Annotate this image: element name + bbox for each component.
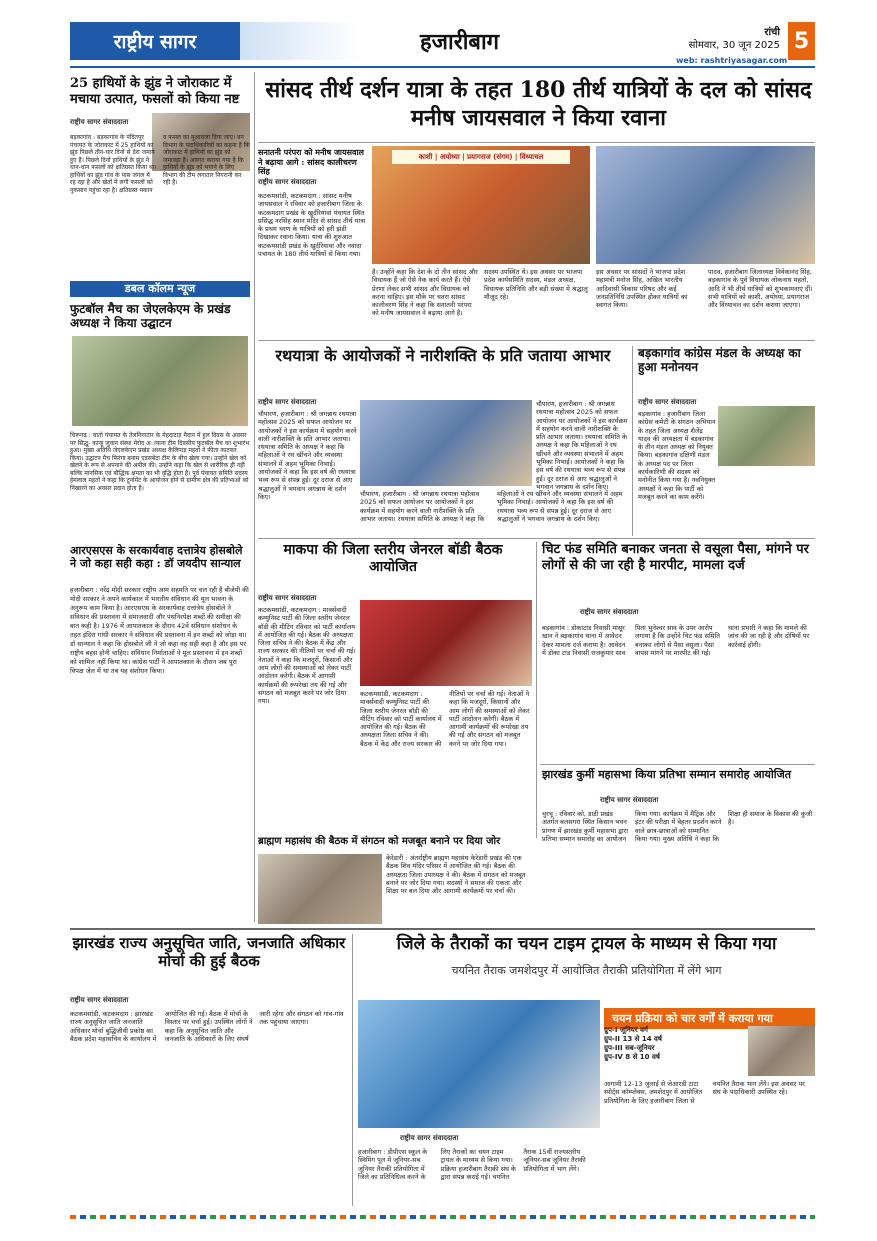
article-rath-body: चौपारण, हजारीबाग : श्री जगन्नाथ रथयात्रा महोत्सव 2025 को सफल आयोजन पर आयोजकों ने इस कार्यक्रम में सहयोग करने वाली नारीशक्ति के प्रति आभार जताया। रथयात्रा समिति के अध्यक्ष ने कहा कि महिलाओं ने रथ खींचने और व्यवस्था संभालने में अहम भूमिका निभाई। आयोजकों ने कहा कि इस वर्ष की रथयात्रा भव्य रूप से संपन्न हुई। दूर दराज से आए श्रद्धालुओं ने भगवान जगन्नाथ के दर्शन किए। bbox=[258, 410, 357, 501]
article-cpi-title: माकपा की जिला स्तरीय जेनरल बॉडी बैठक आयोजित bbox=[283, 542, 503, 575]
swim-groups bbox=[604, 1026, 744, 1062]
kurmi-rule bbox=[540, 764, 815, 765]
lead-bottom-rule bbox=[258, 340, 815, 341]
city: रांची bbox=[764, 27, 780, 38]
article-swim-photo bbox=[358, 1000, 600, 1128]
article-rath-body-3: चौपारण, हजारीबाग : श्री जगन्नाथ रथयात्रा महोत्सव 2025 को सफल आयोजन पर आयोजकों ने इस कार्यक्रम में सहयोग करने वाली नारीशक्ति के प्रति आभार जताया। रथयात्रा समिति के अध्यक्ष ने कहा कि महिलाओं ने रथ खींचने और व्यवस्था संभालने में अहम भूमिका निभाई। आयोजकों ने कहा कि इस वर्ष की रथयात्रा भव्य रूप से संपन्न हुई। दूर दराज से आए श्रद्धालुओं ने भगवान जगन्नाथ के दर्शन किए। bbox=[536, 400, 628, 491]
dateline bbox=[680, 26, 780, 52]
lead-photo-banner: काशी | अयोध्या | प्रयागराज (संगम) | विंध्याचल bbox=[392, 150, 570, 164]
article-kurmi-body: चुरचू : रविवार को, डाडी प्रखंड अंतर्गत बलसगरा स्थित किसान भवन प्रांगण में झारखंड कुर्मी महासभा द्वारा प्रतिभा सम्मान समारोह का आयोजन किया गया। कार्यक्रम में मैट्रिक और इंटर की परीक्षा में बेहतर प्रदर्शन करने वाले छात्र-छात्राओं को सम्मानित किया गया। मुख्य अतिथि ने कहा कि शिक्षा ही समाज के विकास की कुंजी है। bbox=[542, 810, 813, 843]
article-chit-body: बड़कागांव : डोकाटांड निवासी मांसूर खान ने बड़कागांव थाना में आवेदन देकर मामला दर्ज कराया है। आवेदन में डोका टांड निवासी राजकुमार साव पिता भुनेश्वर साव के उपर आरोप लगाया है कि उन्होंने चिट फंड समिति बनाकर लोगों से पैसा वसूला। पैसा वापस मांगने पर मारपीट की गई। थाना प्रभारी ने कहा कि मामले की जांच की जा रही है और दोषियों पर कार्रवाई होगी। bbox=[542, 624, 810, 657]
page-number: 5 bbox=[788, 22, 815, 60]
lead-body-1: कटकमसांडी, कटकमदाग : सांसद मनीष जायसवाल ने रविवार को हजारीबाग जिला के कटकमदाग प्रखंड के खुर्दरियावां पंचायत स्थित प्रसिद्ध नरसिंह स्थान मंदिर से सांसद तीर्थ यात्रा के प्रथम चरण के यात्रियों को हरी झंडी दिखाकर रवाना किया। यात्रा की शुरुआत कटकमसांडी प्रखंड के खुर्दरियावां और नवादा पंचायत के 180 तीर्थ यात्रियों से किया गया। bbox=[258, 192, 366, 259]
article-congress-title: बड़कागांव कांग्रेस मंडल के अध्यक्ष का हुआ मनोनयन bbox=[638, 346, 801, 375]
article-brahmin-photo bbox=[258, 854, 382, 924]
article-rath-byline: राष्ट्रीय सागर संवाददाता bbox=[258, 398, 317, 406]
column-divider-2 bbox=[632, 346, 633, 536]
article-rath-body-2: चौपारण, हजारीबाग : श्री जगन्नाथ रथयात्रा महोत्सव 2025 को सफल आयोजन पर आयोजकों ने इस कार्यक्रम में सहयोग करने वाली नारीशक्ति के प्रति आभार जताया। रथयात्रा समिति के अध्यक्ष ने कहा कि महिलाओं ने रथ खींचने और व्यवस्था संभालने में अहम भूमिका निभाई। आयोजकों ने कहा कि इस वर्ष की रथयात्रा भव्य रूप से संपन्न हुई। दूर दराज से आए श्रद्धालुओं ने भगवान जगन्नाथ के दर्शन किए। bbox=[360, 490, 623, 523]
article-chit-title: चिट फंड समिति बनाकर जनता से वसूला पैसा, मांगने पर लोगों से की जा रही है मारपीट, मामला दर्ज bbox=[542, 542, 809, 573]
article-brahmin-body: केरेडारी : अंतर्राष्ट्रीय ब्राह्मण महासंघ केरेडारी प्रखंड की एक बैठक शिव मंदिर परिसर में आयोजित की गई। बैठक की अध्यक्षता जिला उपाध्यक्ष ने की। बैठक में संगठन को मजबूत बनाने पर जोर दिया गया। सदस्यों ने समाज की एकता और शिक्षा पर बल दिया और आगामी कार्यक्रमों पर चर्चा की। bbox=[386, 854, 526, 896]
swim-box-body: आगामी 12-13 जुलाई से जेआरडी टाटा स्पोर्ट्स कॉम्प्लेक्स, जमशेदपुर में आयोजित प्रतियोगिता के लिए हजारीबाग जिला से चयनित तैराक भाग लेंगे। इस अवसर पर संघ के पदाधिकारी उपस्थित रहे। bbox=[604, 1080, 805, 1105]
swim-box-photo bbox=[748, 1026, 815, 1076]
article-cpi-byline: राष्ट्रीय सागर संवाददाता bbox=[258, 594, 317, 602]
article-swim-title: जिले के तैराकों का चयन टाइम ट्रायल के माध्यम से किया गया bbox=[396, 934, 777, 954]
article-elephants-title: 25 हाथियों के झुंड ने जोराकाट में मचाया उत्पात, फसलों को किया नष्ट bbox=[70, 76, 240, 107]
newspaper-logo: राष्ट्रीय सागर bbox=[70, 22, 240, 60]
column-divider-4 bbox=[352, 934, 353, 1206]
article-swim-byline: राष्ट्रीय सागर संवाददाता bbox=[400, 1134, 459, 1142]
article-sc-body: कटकमसांडी, कटकमदाग : झारखंड राज्य अनुसूचित जाति जनजाति अधिकार मोर्चा बुद्धिजीवी प्रकोष्ठ का बैठक प्रदेश महासचिव के कार्यालय में आयोजित की गई। बैठक में मोर्चा के विस्तार पर चर्चा हुई। उपस्थित लोगों ने कहा कि अनुसूचित जाति और जनजाति के अधिकारों के लिए संघर्ष जारी रहेगा और संगठन को गांव-गांव तक पहुंचाया जाएगा। bbox=[70, 1010, 344, 1043]
swim-box-header: चयन प्रक्रिया को चार वर्गों में कराया गया bbox=[604, 1008, 815, 1029]
bottom-section-rule bbox=[70, 928, 815, 930]
lead-subtitle: सनातनी परंपरा को मनीष जायसवाल ने बढ़ाया आगे : सांसद कालीचरण सिंह bbox=[258, 147, 364, 177]
article-congress-byline: राष्ट्रीय सागर संवाददाता bbox=[638, 398, 697, 406]
column-divider-3 bbox=[536, 542, 537, 838]
article-cpi-photo bbox=[360, 600, 532, 686]
column-divider bbox=[254, 72, 255, 922]
article-rath-title: रथयात्रा के आयोजकों ने नारीशक्ति के प्रति जताया आभार bbox=[275, 346, 611, 365]
swim-group-1: ग्रुप-I जूनियर वर्ग bbox=[604, 1026, 648, 1034]
date: सोमवार, 30 जून 2025 bbox=[688, 40, 780, 51]
article-brahmin-title: ब्राह्मण महासंघ की बैठक में संगठन को मजबूत बनाने पर दिया जोर bbox=[258, 836, 501, 847]
footer-decoration bbox=[70, 1215, 815, 1219]
logo-decoration bbox=[240, 22, 360, 60]
article-cpi-body: कटकमसांडी, कटकमदाग : मार्क्सवादी कम्युनिस्ट पार्टी की जिला स्तरीय जेनरल बॉडी की मीटिंग रविवार को पार्टी कार्यालय में आयोजित की गई। बैठक की अध्यक्षता जिला सचिव ने की। बैठक में केंद्र और राज्य सरकार की नीतियों पर चर्चा की गई। नेताओं ने कहा कि मजदूरों, किसानों और आम लोगों की समस्याओं को लेकर पार्टी आंदोलन करेगी। बैठक में आगामी कार्यक्रमों की रूपरेखा तय की गई और संगठन को मजबूत करने पर जोर दिया गया। bbox=[258, 606, 356, 706]
article-sc-byline: राष्ट्रीय सागर संवाददाता bbox=[70, 996, 129, 1004]
article-swim-subtitle: चयनित तैराक जमशेदपुर में आयोजित तैराकी प्रतियोगिता में लेंगे भाग bbox=[451, 964, 722, 977]
swim-group-3: ग्रुप-III सब-जूनियर bbox=[604, 1044, 655, 1052]
lead-byline: राष्ट्रीय सागर संवाददाता bbox=[258, 178, 317, 186]
article-elephants-byline: राष्ट्रीय सागर संवाददाता bbox=[70, 118, 129, 126]
double-column-label: डबल कॉलम न्यूज bbox=[70, 281, 250, 297]
header-rule bbox=[70, 66, 815, 68]
article-congress-photo bbox=[718, 406, 815, 466]
article-kurmi-title: झारखंड कुर्मी महासभा किया प्रतिभा सम्मान समारोह आयोजित bbox=[542, 768, 792, 781]
article-rss-body: हजारीबाग : नरेंद्र मोदी सरकार राष्ट्रीय आम सहमति पर चल रही है बीजेपी की मोदी सरकार ने अपने कार्यकाल में भारतीय संविधान की मूल भावना के अनुरूप काम किया है। आरएसएस के सरकार्यवाह दत्तात्रेय होसबोले ने संविधान की प्रस्तावना में समाजवादी और पंथनिरपेक्ष शब्दों की समीक्षा की बात कही है। 1976 में आपातकाल के दौरान 42वें संविधान संशोधन के तहत इंदिरा गांधी सरकार ने संविधान की प्रस्तावना में इन शब्दों को जोड़ा था। डॉ सान्याल ने कहा कि होसबोले जी ने जो कहा वह सही कहा है और इस पर राष्ट्रीय बहस होनी चाहिए। संविधान निर्माताओं ने मूल प्रस्तावना में इन शब्दों को शामिल नहीं किया था। कांग्रेस पार्टी ने आपातकाल के दौरान जब पूरा विपक्ष जेल में था तब यह संशोधन किया। bbox=[70, 586, 249, 675]
lead-title: सांसद तीर्थ दर्शन यात्रा के तहत 180 तीर्थ यात्रियों के दल को सांसद मनीष जायसवाल ने किया रवाना bbox=[265, 77, 812, 131]
lead-body-2: है। उन्होंने कहा कि देश के दो तीन सांसद और विधायक हैं जो ऐसे नेक कार्य करते हैं। ऐसे प्रेरणा लेकर सभी सांसद और विधायक को करना चाहिए। इस मौके पर चतरा सांसद कालीचरण सिंह ने कहा कि सनातनी परंपरा को मनीष जायसवाल ने बढ़ाया आगे है। bbox=[372, 268, 478, 318]
article-football-body: चिरूगढ़ : चातो पंचायत के तेलनिगातार के मेहदाटाड़ मैदान में हुल दिवस के अवसर पर सिद्धु- कान्हू जुवान संस्था मेरोद अायाना टीम दिवसीय फुटबॉल मैच का शुभारंभ हुआ। मुख्य अतिथि जेएलकेएम प्रखंड अध्यक्ष कैलिपाड़ महतो ने फीता काटकर किया। उद्घाटन मैच फिरंगा बनाम एडसबेटा टीम के बीच खेला गया। उन्होंने खेल को खेलने के रूप से अपनाने की अपील की। उन्होंने कहा कि खेल से शारीरिक ही नहीं बल्कि मानसिक एवं बौद्धिक क्षमता का भी वृद्धि होता है। पूर्व पंचायत समिति सदस्य हेमलाल महतो ने कहा कि टूर्नामेंट के आयोजन होने से ग्रामीण क्षेत्र की प्रतिभाओं को निखारने का अवसर प्रदान होता है। bbox=[70, 432, 250, 492]
article-cpi-body-2: कटकमसांडी, कटकमदाग : मार्क्सवादी कम्युनिस्ट पार्टी की जिला स्तरीय जेनरल बॉडी की मीटिंग रविवार को पार्टी कार्यालय में आयोजित की गई। बैठक की अध्यक्षता जिला सचिव ने की। बैठक में केंद्र और राज्य सरकार की नीतियों पर चर्चा की गई। नेताओं ने कहा कि मजदूरों, किसानों और आम लोगों की समस्याओं को लेकर पार्टी आंदोलन करेगी। बैठक में आगामी कार्यक्रमों की रूपरेखा तय की गई और संगठन को मजबूत करने पर जोर दिया गया। bbox=[360, 690, 530, 748]
article-elephants-body: बड़कागांव : बड़कागांव के पंदितपुर पंचायत के जोराकाट में 25 हाथियों का झुंड पिछले तीन-चार दिनों से डेरा जमाये हुए हैं। पिछले दिनों हाथियों के झुंड ने धान-धान फसलों को क्षतिग्रस्त किया था। हाथियों का झुंड गांव के पास जंगल में रह रहा है और खेतों में लगी फसलों को नुकसान पहुंचा रहा है। क्षतिग्रस्त मकान व फसल का मुआवजा दिया जाए। वन विभाग के पदाधिकारियों का कहना है कि जोराकाट में हाथियों का झुंड को जमावड़ा है। अवगत कराया गया है कि हाथियों के झुंड को भगाने के लिए विभाग की टीम लगातार निगरानी कर रही है। bbox=[70, 134, 250, 194]
article-chit-byline: राष्ट्रीय सागर संवाददाता bbox=[580, 608, 639, 616]
article-football-photo bbox=[72, 336, 248, 426]
mid-rule bbox=[258, 538, 815, 539]
article-kurmi-byline: राष्ट्रीय सागर संवाददाता bbox=[600, 796, 659, 804]
lead-body-3: सदस्य उपस्थित थे। इस अवसर पर भाजपा प्रदेश कार्यसमिति सदस्य, मंडल अध्यक्ष, विधायक प्रतिनिधि और बड़ी संख्या में श्रद्धालु मौजूद रहे। bbox=[484, 268, 588, 301]
lead-body-4: इस अवसर पर सांसदों ने भाजपा प्रदेश महामंत्री मनोज सिंह, अखिल भारतीय आदिवासी विकास परिषद और कई जनप्रतिनिधि उपस्थित होकर यात्रियों का स्वागत किया। bbox=[596, 268, 688, 310]
article-sc-title: झारखंड राज्य अनुसूचित जाति, जनजाति अधिकार मोर्चा की हुई बैठक bbox=[72, 934, 346, 970]
lead-body-5: पादव, हजारीबाग जिलाध्यक्ष विवेकानंद सिंह, बड़कागांव के पूर्व विधायक लोकनाथ महतो, आदि ने भी तीर्थ यात्रियों को शुभकामनाएं दीं। सभी यात्रियों को काशी, अयोध्या, प्रयागराज और विंध्याचल का दर्शन कराया जाएगा। bbox=[708, 268, 813, 310]
article-rss-title: आरएसएस के सरकार्यवाह दत्तात्रेय होसबोले ने जो कहा सही कहा : डॉ जयदीप सान्याल bbox=[70, 544, 243, 571]
website: web: rashtriyasagar.com bbox=[676, 56, 788, 65]
section-title: हजारीबाग bbox=[420, 29, 500, 55]
article-swim-body: हजारीबाग : डीपीएस स्कूल के स्विमिंग पूल में जूनियर-सब जूनियर तैराकी प्रतियोगिता में जिले का प्रतिनिधित्व करने के लिए तैराकों का चयन टाइम ट्रायल के माध्यम से किया गया। प्रक्रिया हजारीबाग तैराकी संघ के द्वारा संपन्न कराई गई। चयनित तैराक 15वीं राज्यस्तरीय जूनियर-सब जूनियर तैराकी प्रतियोगिता में भाग लेंगे। bbox=[358, 1148, 586, 1181]
lead-photo-right bbox=[596, 146, 815, 264]
article-congress-body: बड़कागांव : हजारीबाग जिला कांग्रेस कमेटी के संगठन अभियान के तहत जिला अध्यक्ष शैलेंद्र यादव की अध्यक्षता में बड़कागांव के तीन मंडल अध्यक्ष को नियुक्त किया। बड़कागांव दक्षिणी मंडल के अध्यक्ष पद पर जिला कार्यकारिणी की सदस्य को मनोनीत किया गया है। नवनियुक्त अध्यक्षों ने कहा कि पार्टी को मजबूत करने का काम करेंगे। bbox=[638, 410, 716, 501]
swim-group-2: ग्रुप-II 13 से 14 वर्ष bbox=[604, 1035, 662, 1043]
article-rath-photo bbox=[360, 400, 532, 486]
lead-rule bbox=[258, 142, 815, 143]
article-football-title: फुटबॉल मैच का जेएलकेएम के प्रखंड अध्यक्ष ने किया उद्घाटन bbox=[70, 302, 231, 331]
swim-group-4: ग्रुप-IV 8 से 10 वर्ष bbox=[604, 1053, 660, 1061]
